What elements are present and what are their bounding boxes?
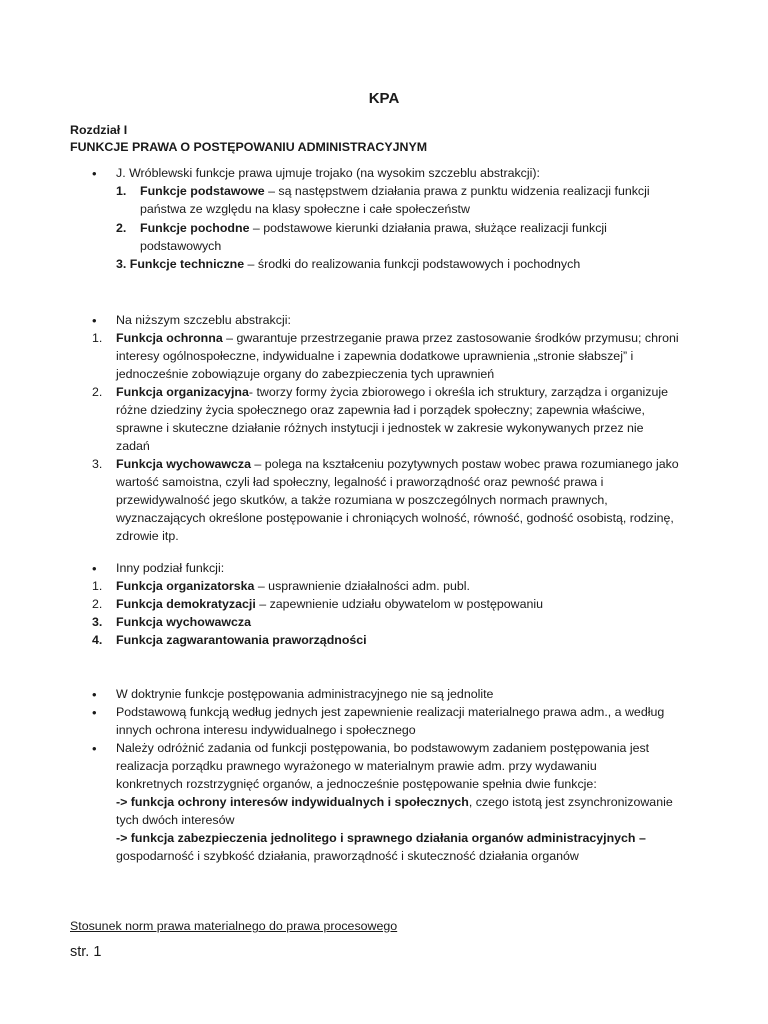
list-item-continuation: podstawowych xyxy=(140,239,222,253)
paragraph-continuation: innych ochrona interesu indywidualnego i społecznego xyxy=(116,723,416,737)
bullet-icon xyxy=(92,740,97,758)
list-item-continuation: państwa ze względu na klasy społeczne i całe społeczeństw xyxy=(140,202,470,216)
list-item-continuation: przewidywalność jego skutków, a także rozumiana w poszczególnych normach prawnych, xyxy=(116,493,608,507)
list-item-continuation: różne dziedziny życia społecznego oraz zapewnia ład i porządek społeczny; zapewnia właściwe, xyxy=(116,403,645,417)
chapter-label: Rozdział I xyxy=(70,123,128,137)
paragraph-continuation: gospodarność i szybkość działania, praworządność i skuteczność działania organów xyxy=(116,849,579,863)
list-number: 1. xyxy=(92,579,103,593)
list-item-continuation: zadań xyxy=(116,439,150,453)
list-item-continuation: interesy ogólnospołeczne, indywidualne i zapewnia dodatkowe uprawnienia „stronie słabszej” i xyxy=(116,349,634,363)
list-number: 4. xyxy=(92,633,103,647)
subheading: Stosunek norm prawa materialnego do prawa procesowego xyxy=(70,919,398,933)
section3-intro: Inny podział funkcji: xyxy=(116,561,225,575)
list-item-continuation: wartość samoistna, czyli ład społeczny, legalność i praworządność oraz pewność prawa i xyxy=(116,475,604,489)
bullet-icon xyxy=(92,560,97,578)
list-item: Funkcja ochronna – gwarantuje przestrzeganie prawa przez zastosowanie środków przymusu; chroni xyxy=(116,331,679,345)
list-number: 3. xyxy=(92,615,103,629)
list-item-continuation: wyznaczających określone postępowanie i chroniących wolność, równość, godność osobistą, rodzinę, xyxy=(116,511,674,525)
list-item: Funkcja wychowawcza – polega na kształceniu pozytywnych postaw wobec prawa rozumianego jako xyxy=(116,457,679,471)
list-number: 3. xyxy=(92,457,103,471)
list-item: Funkcja organizatorska – usprawnienie działalności adm. publ. xyxy=(116,579,470,593)
list-number: 1. xyxy=(92,331,103,345)
page-number: str. 1 xyxy=(70,944,102,960)
paragraph-continuation: -> funkcja ochrony interesów indywidualnych i społecznych, czego istotą jest zsynchronizowanie xyxy=(116,795,673,809)
list-number: 2. xyxy=(116,221,127,235)
list-item-continuation: jednocześnie zobowiązuje organy do zabezpieczenia tych uprawnień xyxy=(116,367,495,381)
bullet-icon xyxy=(92,312,97,330)
bullet-icon xyxy=(92,704,97,722)
paragraph: Podstawową funkcją według jednych jest zapewnienie realizacji materialnego prawa adm., a według xyxy=(116,705,665,719)
paragraph-continuation: realizacja porządku prawnego wyrażonego w materialnym prawie adm. przy wydawaniu xyxy=(116,759,597,773)
chapter-heading: FUNKCJE PRAWA O POSTĘPOWANIU ADMINISTRACYJNYM xyxy=(70,140,428,154)
list-number: 2. xyxy=(92,385,103,399)
paragraph: W doktrynie funkcje postępowania administracyjnego nie są jednolite xyxy=(116,687,494,701)
section1-intro: J. Wróblewski funkcje prawa ujmuje trojako (na wysokim szczeblu abstrakcji): xyxy=(116,166,540,180)
list-item: Funkcja wychowawcza xyxy=(116,615,251,629)
list-item: Funkcje pochodne – podstawowe kierunki działania prawa, służące realizacji funkcji xyxy=(140,221,607,235)
list-item: Funkcja zagwarantowania praworządności xyxy=(116,633,367,647)
paragraph: Należy odróżnić zadania od funkcji postępowania, bo podstawowym zadaniem postępowania jest xyxy=(116,741,650,755)
list-number: 1. xyxy=(116,184,127,198)
section2-intro: Na niższym szczeblu abstrakcji: xyxy=(116,313,291,327)
paragraph-continuation: tych dwóch interesów xyxy=(116,813,235,827)
list-item-continuation: zdrowie itp. xyxy=(116,529,179,543)
list-item-continuation: sprawne i skuteczne działanie różnych instytucji i jednostek w zakresie wykonywanych przez nie xyxy=(116,421,644,435)
list-item: Funkcja demokratyzacji – zapewnienie udziału obywatelom w postępowaniu xyxy=(116,597,544,611)
list-item: Funkcje podstawowe – są następstwem działania prawa z punktu widzenia realizacji funkcji xyxy=(140,184,650,198)
list-number: 2. xyxy=(92,597,103,611)
list-item: Funkcja organizacyjna- tworzy formy życia zbiorowego i określa ich struktury, zarządza i organizuje xyxy=(116,385,669,399)
paragraph-continuation: konkretnych rozstrzygnięć organów, a jednocześnie postępowanie spełnia dwie funkcje: xyxy=(116,777,597,791)
document-title: KPA xyxy=(368,90,400,107)
list-item: 3. Funkcje techniczne – środki do realizowania funkcji podstawowych i pochodnych xyxy=(116,257,581,271)
bullet-icon xyxy=(92,165,97,183)
paragraph-continuation: -> funkcja zabezpieczenia jednolitego i sprawnego działania organów administracyjnych – xyxy=(116,831,646,845)
bullet-icon xyxy=(92,686,97,704)
